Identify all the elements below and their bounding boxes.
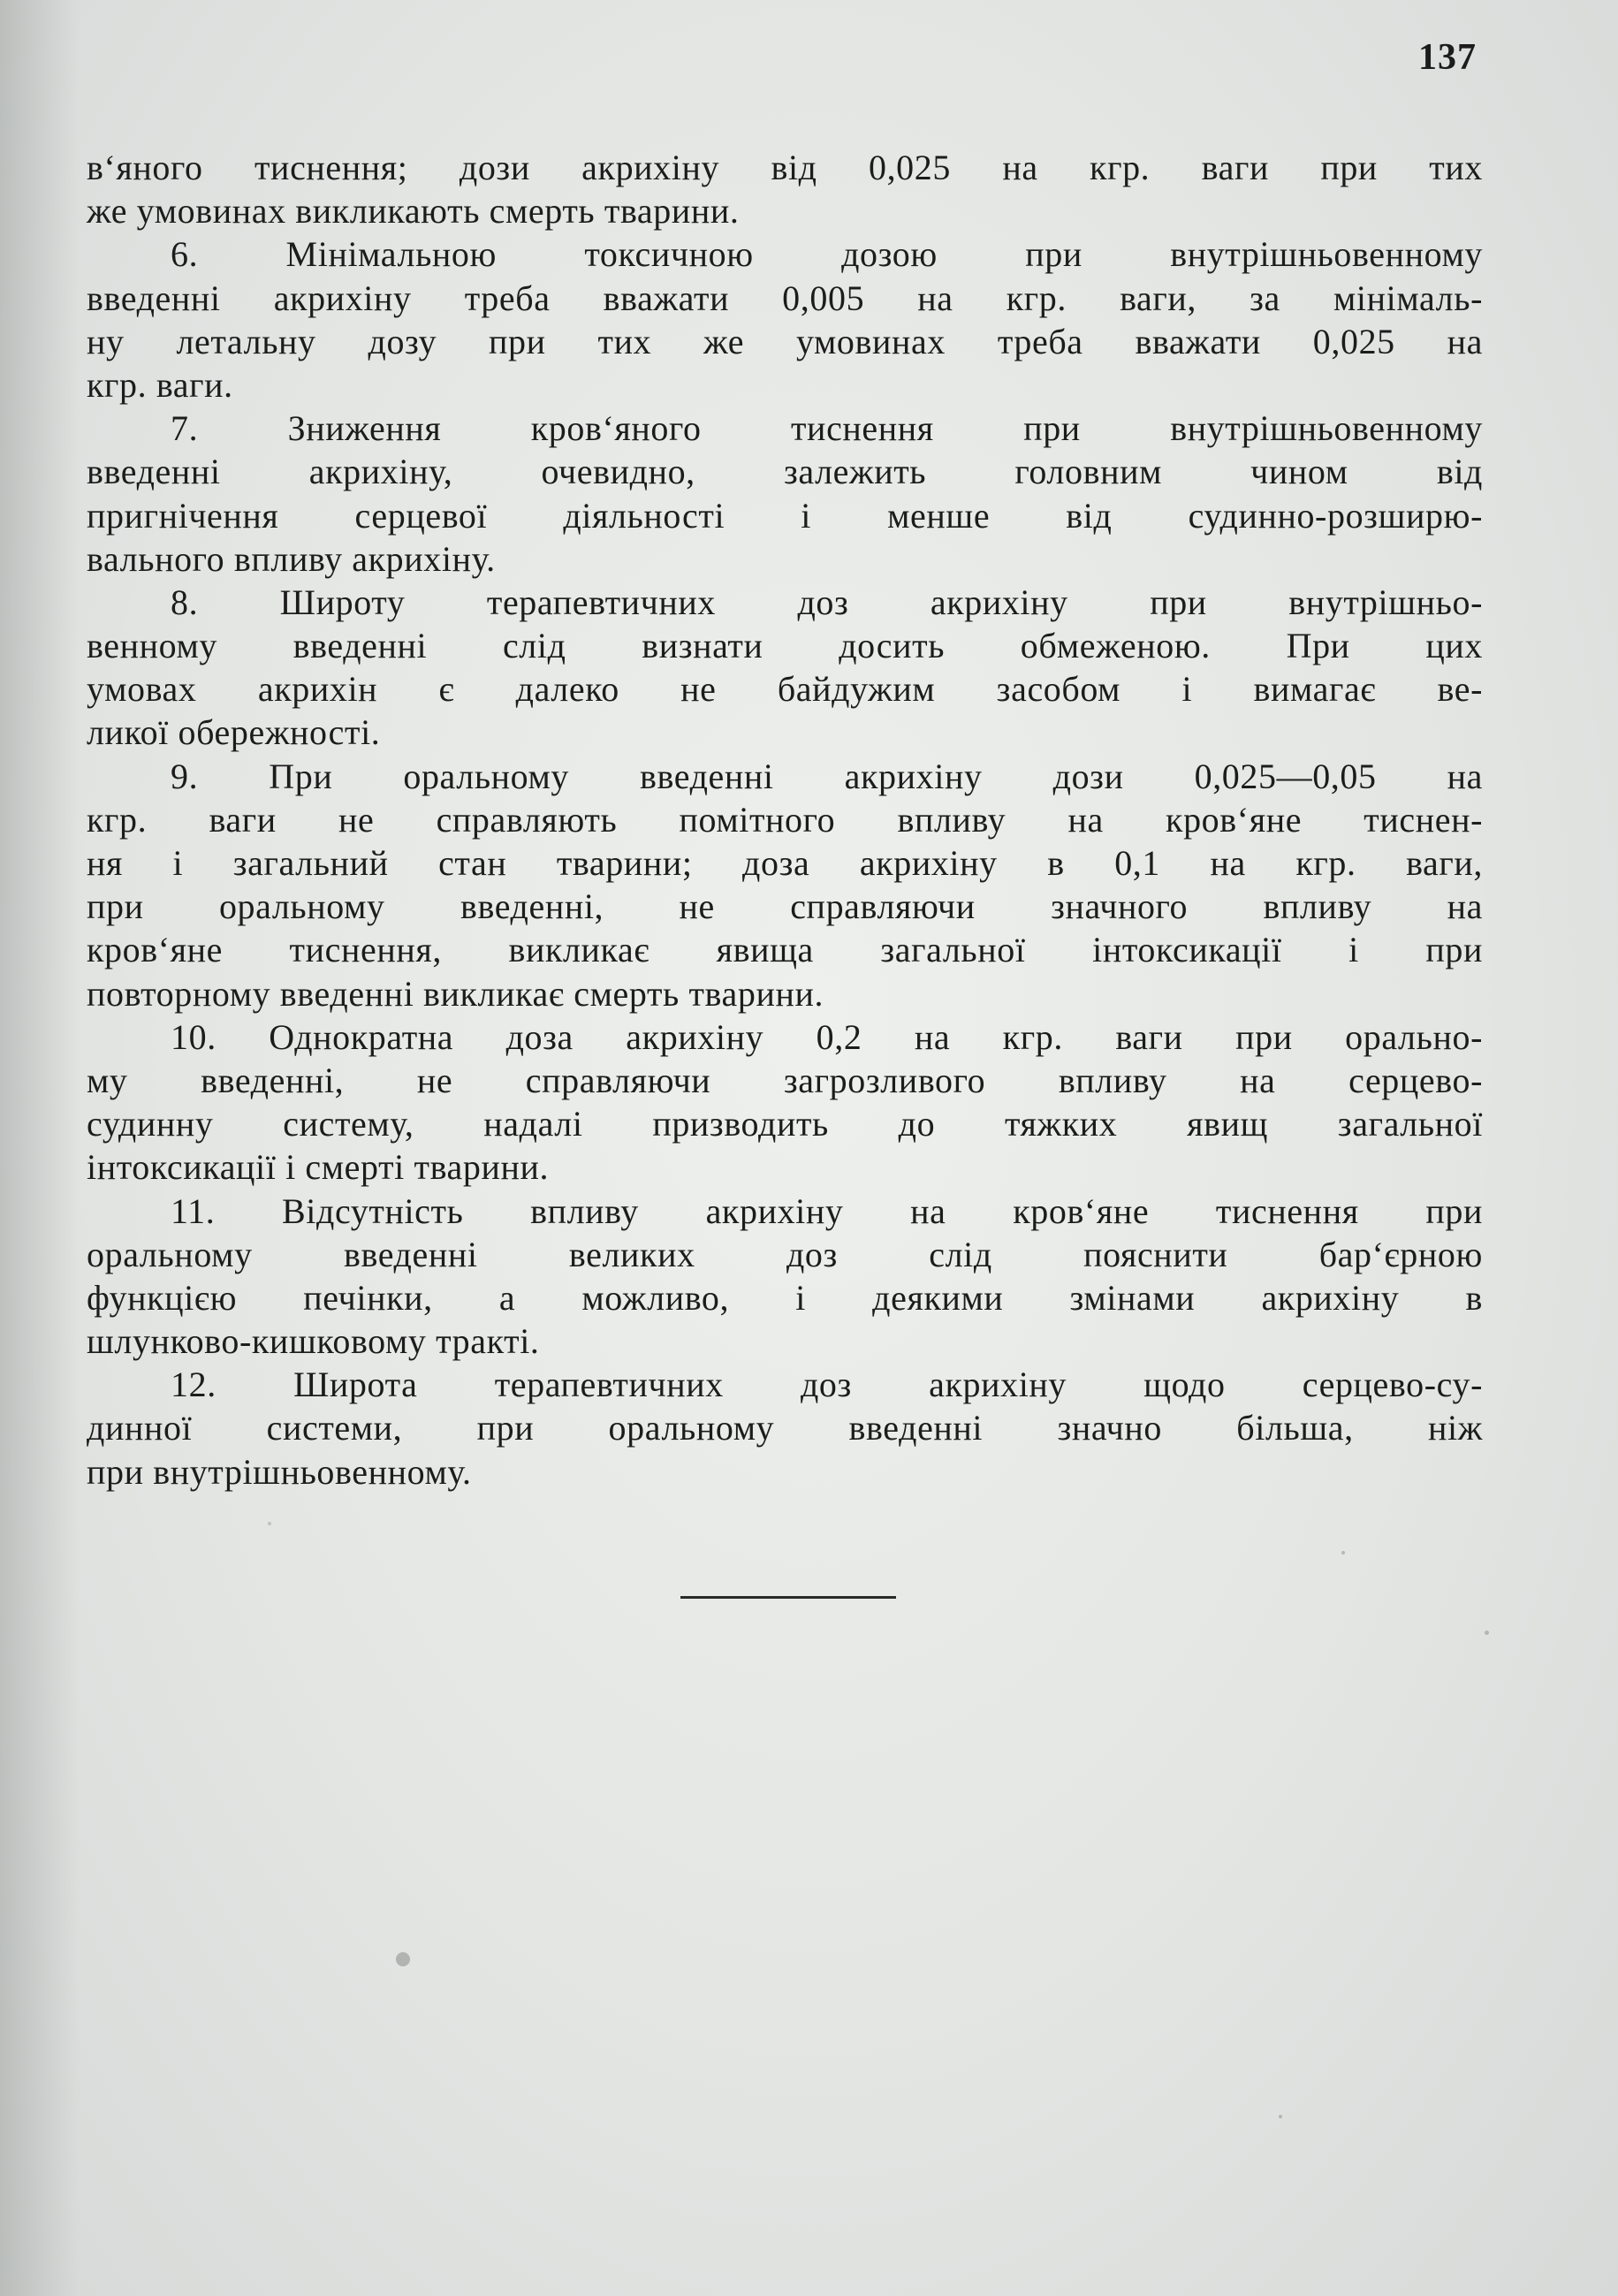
paper-speck (1279, 2115, 1282, 2118)
paper-speck (268, 1522, 271, 1525)
text-line: венному введенні слід визнати досить обмеженою. При цих (87, 626, 1483, 666)
text-line: вального впливу акрихіну. (87, 538, 496, 579)
text-line: при оральному введенні, не справляючи значного впливу на (87, 886, 1483, 927)
text-line: введенні акрихіну треба вважати 0,005 на кгр. ваги, за мінімаль- (87, 277, 1483, 318)
text-line: му введенні, не справляючи загрозливого впливу на серцево- (87, 1060, 1483, 1100)
text-line: введенні акрихіну, очевидно, залежить головним чином від (87, 452, 1483, 492)
text-line: в‘яного тиснення; дози акрихіну від 0,025 на кгр. ваги при тих (87, 148, 1483, 187)
text-line: ликої обережності. (87, 712, 381, 753)
text-line: 8. Широту терапевтичних доз акрихіну при внутрішньо- (171, 582, 1483, 622)
text-line: кгр. ваги. (87, 364, 233, 405)
text-line: 11. Відсутність впливу акрихіну на кров‘яне тиснення при (171, 1190, 1483, 1231)
text-line: 10. Однократна доза акрихіну 0,2 на кгр. ваги при орально- (171, 1016, 1483, 1057)
text-line: шлунково-кишковому тракті. (87, 1321, 540, 1362)
text-line: умовах акрихін є далеко не байдужим засобом і вимагає ве- (87, 669, 1483, 710)
text-line: оральному введенні великих доз слід пояснити бар‘єрною (87, 1234, 1483, 1274)
text-line: динної системи, при оральному введенні значно більша, ніж (87, 1408, 1483, 1448)
text-line: кгр. ваги не справляють помітного впливу на кров‘яне тиснен- (87, 799, 1483, 840)
text-line: же умовинах викликають смерть тварини. (87, 191, 740, 232)
text-line: 12. Широта терапевтичних доз акрихіну щодо серцево-су- (171, 1365, 1483, 1405)
text-line: повторному введенні викликає смерть тварини. (87, 973, 824, 1014)
paper-speck (1485, 1631, 1489, 1635)
page-number: 137 (1418, 37, 1477, 78)
text-line: 9. При оральному введенні акрихіну дози 0,025—0,05 на (171, 756, 1483, 796)
paper-speck (396, 1952, 410, 1966)
text-line: 7. Зниження кров‘яного тиснення при внутрішньовенному (171, 408, 1483, 449)
body-text (87, 146, 1483, 1494)
text-line: ну летальну дозу при тих же умовинах треба вважати 0,025 на (87, 321, 1483, 361)
text-line: пригнічення серцевої діяльності і менше від судинно-розширю- (87, 495, 1483, 536)
text-line: 6. Мінімальною токсичною дозою при внутрішньовенному (171, 234, 1483, 275)
text-line: судинну систему, надалі призводить до тяжких явищ загальної (87, 1104, 1483, 1144)
paper-speck (1341, 1551, 1345, 1555)
text-line: функцією печінки, а можливо, і деякими змінами акрихіну в (87, 1277, 1483, 1318)
text-line: кров‘яне тиснення, викликає явища загальної інтоксикації і при (87, 930, 1483, 970)
text-line: інтоксикації і смерті тварини. (87, 1147, 550, 1188)
closing-rule (680, 1596, 896, 1599)
text-line: при внутрішньовенному. (87, 1451, 472, 1492)
text-line: ня і загальний стан тварини; доза акрихіну в 0,1 на кгр. ваги, (87, 843, 1483, 883)
binding-shadow (0, 0, 80, 2296)
